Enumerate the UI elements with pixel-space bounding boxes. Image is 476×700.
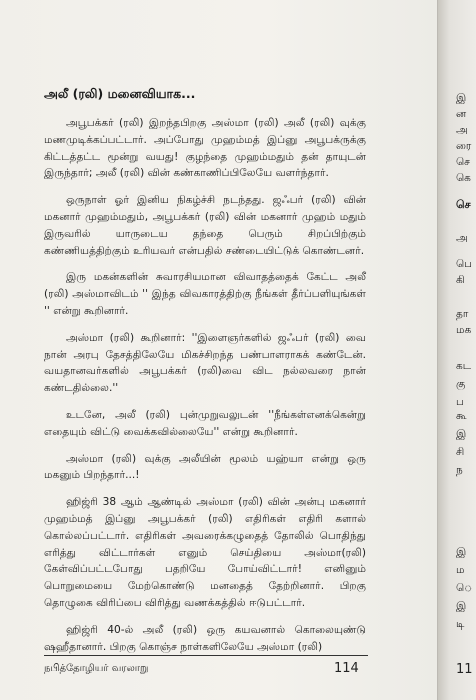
adjacent-text: இ (456, 428, 467, 440)
adjacent-text: இ (456, 600, 467, 612)
section-heading: அலீ (ரலி) மனைவியாக... (44, 86, 196, 101)
adjacent-text: ன (456, 108, 467, 120)
adjacent-text: தா (456, 308, 469, 320)
adjacent-text: கி (456, 274, 465, 286)
footer-rule (44, 655, 368, 656)
adjacent-text: அ (456, 124, 468, 136)
adjacent-text: ப (456, 396, 464, 408)
paragraph: அஸ்மா (ரலி) கூறினார்: ''இளைஞர்களில் ஜஃபர் (ரலி) வை நான் அரபு தேசத்திலேயே மிகச்சிறந்த பண்பாளராகக் கண்டேன். வயதானவர்களில் அபூபக்கர் (ரலி)வை விட நல்லவரை நான் கண்டதில்லை.'' (44, 331, 366, 395)
adjacent-text: டி (456, 618, 465, 630)
adjacent-text: அ (456, 232, 468, 244)
paragraph: ஒருநாள் ஓர் இனிய நிகழ்ச்சி நடந்தது. ஜஃபர் (ரலி) வின் மகனார் முஹம்மதும், அபூபக்கர் (ரலி) வின் மகனார் முஹம் மதும் இருவரில் யாருடைய தந்தை பெரும் சிறப்பிற்கும் கண்ணியத்திற்கும் உரியவர் என்பதில் சண்டையிட்டுக் கொண்டனர். (44, 194, 366, 257)
adjacent-text: ரை (456, 140, 472, 152)
paragraph: இரு மகன்களின் சுவாரசியமான விவாதத்தைக் கேட்ட அலீ (ரலி) அஸ்மாவிடம் '' இந்த விவகாரத்திற்கு நீங்கள் தீர்ப்பளியுங்கள் '' என்று கூறினார். (44, 271, 366, 317)
adjacent-text: இ (456, 92, 467, 104)
footer-book-title: நபித்தோழியர் வரலாறு (44, 663, 149, 674)
adjacent-page (438, 0, 476, 700)
paragraph: அபூபக்கர் (ரலி) இறந்தபிறகு அஸ்மா (ரலி) அலீ (ரலி) வுக்கு மணமுடிக்கப்பட்டார். அப்போது முஹம்மத் இப்னு அபூபக்ருக்கு கிட்டத்தட்ட மூன்று வயது! குழந்தை முஹம்மதும் தன் தாயுடன் இருந்தார்; அலீ (ரலி) வின் கண்காணிப்பிலேயே வளர்ந்தார். (44, 117, 366, 180)
paragraph: ஹிஜ்ரி 40-ல் அலீ (ரலி) ஒரு கயவனால் கொலையுண்டு ஷஹீதானார். பிறகு கொஞ்ச நாள்களிலேயே அஸ்மா (ரலி) (44, 623, 366, 653)
adjacent-text: செ (456, 156, 470, 168)
paragraph: உடனே, அலீ (ரலி) புன்முறுவலுடன் ''நீங்கள்எனக்கென்று எதையும் விட்டு வைக்கவில்லையே'' என்று கூறினார். (44, 408, 366, 438)
adjacent-text: ந (456, 464, 463, 476)
adjacent-heading: செ (456, 198, 471, 211)
adjacent-text: இ (456, 546, 467, 558)
adjacent-text: சி (456, 446, 465, 458)
body-text (44, 115, 366, 665)
adjacent-page-number: 11 (456, 662, 473, 677)
adjacent-text: பெ (456, 258, 472, 270)
adjacent-text: மக (456, 324, 472, 336)
adjacent-text: கெ (456, 172, 471, 184)
page-number: 114 (334, 661, 359, 676)
paragraph: அஸ்மா (ரலி) வுக்கு அலீயின் மூலம் யஹ்யா என்று ஒரு மகனும் பிறந்தார்...! (44, 452, 366, 482)
paragraph: ஹிஜ்ரி 38 ஆம் ஆண்டில் அஸ்மா (ரலி) வின் அன்பு மகனார் முஹம்மத் இப்னு அபூபக்கர் (ரலி) எதிரிகள் எதிரி களால் கொல்லப்பட்டார். எதிரிகள் அவரைக்கழுதைத் தோலில் பொதிந்து எரித்து விட்டார்கள் எனும் செய்தியை அஸ்மா(ரலி) கேள்விப்பட்டபோது பதறியே போய்விட்டார்! எனினும் பொறுமையை மேற்கொண்டு மனதைத் தேற்றினார். பிறகு தொழுகை விரிப்பை விரித்து வணக்கத்தில் ஈடுபட்டார். (44, 496, 366, 609)
adjacent-text: கு (456, 378, 466, 390)
adjacent-text: ம (456, 564, 465, 576)
adjacent-text: கூ (456, 410, 467, 422)
adjacent-text: கட (456, 360, 472, 372)
adjacent-text: ெ (456, 582, 473, 594)
